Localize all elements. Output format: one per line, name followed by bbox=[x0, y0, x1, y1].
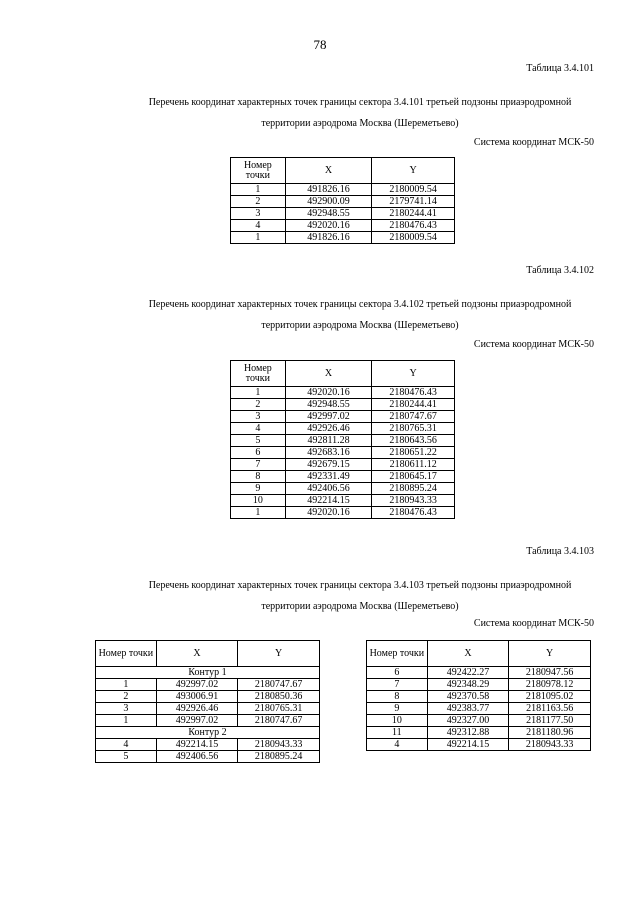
table-label: Таблица 3.4.101 bbox=[526, 63, 594, 74]
y-coordinate-cell: 2179741.14 bbox=[372, 196, 455, 208]
x-coordinate-cell: 492683.16 bbox=[285, 447, 372, 459]
point-number-cell: 10 bbox=[231, 495, 286, 507]
contour-label: Контур 1 bbox=[96, 667, 320, 679]
coordinate-system: Система координат МСК-50 bbox=[473, 618, 594, 629]
x-coordinate-cell: 492020.16 bbox=[285, 387, 372, 399]
x-coordinate-cell: 492406.56 bbox=[285, 483, 372, 495]
y-coordinate-cell: 2180645.17 bbox=[372, 471, 455, 483]
table-row bbox=[367, 703, 591, 715]
point-number-cell: 11 bbox=[367, 727, 428, 739]
coordinates-table bbox=[230, 360, 455, 519]
x-coordinate-cell: 491826.16 bbox=[285, 232, 372, 244]
table-row bbox=[231, 483, 455, 495]
point-number-cell: 1 bbox=[231, 507, 286, 519]
y-coordinate-cell: 2180978.12 bbox=[509, 679, 591, 691]
x-coordinate-cell: 492422.27 bbox=[427, 667, 509, 679]
coordinate-system: Система координат МСК-50 bbox=[473, 137, 594, 148]
table-row bbox=[231, 387, 455, 399]
y-coordinate-cell: 2180943.33 bbox=[372, 495, 455, 507]
table-row bbox=[367, 715, 591, 727]
y-coordinate-cell: 2181177.50 bbox=[509, 715, 591, 727]
table-label: Таблица 3.4.102 bbox=[526, 265, 594, 276]
y-coordinate-cell: 2180747.67 bbox=[238, 715, 320, 727]
x-coordinate-cell: 492926.46 bbox=[285, 423, 372, 435]
y-coordinate-cell: 2180747.67 bbox=[238, 679, 320, 691]
table-row bbox=[231, 196, 455, 208]
y-coordinate-cell: 2180244.41 bbox=[372, 399, 455, 411]
point-number-cell: 2 bbox=[96, 691, 157, 703]
y-coordinate-cell: 2180765.31 bbox=[238, 703, 320, 715]
table-row bbox=[231, 232, 455, 244]
x-coordinate-cell: 492312.88 bbox=[427, 727, 509, 739]
coordinates-table bbox=[230, 157, 455, 244]
x-coordinate-cell: 492997.02 bbox=[156, 679, 238, 691]
table-heading bbox=[100, 575, 620, 617]
x-coordinate-cell: 492997.02 bbox=[156, 715, 238, 727]
y-coordinate-cell: 2180476.43 bbox=[372, 220, 455, 232]
x-coordinate-cell: 492811.28 bbox=[285, 435, 372, 447]
header-x: X bbox=[285, 158, 372, 184]
x-coordinate-cell: 492948.55 bbox=[285, 399, 372, 411]
heading-line: территории аэродрома Москва (Шереметьево) bbox=[261, 118, 459, 129]
coordinates-table-right bbox=[366, 640, 591, 751]
y-coordinate-cell: 2180850.36 bbox=[238, 691, 320, 703]
x-coordinate-cell: 492370.58 bbox=[427, 691, 509, 703]
x-coordinate-cell: 492020.16 bbox=[285, 220, 372, 232]
header-y: Y bbox=[372, 158, 455, 184]
y-coordinate-cell: 2180765.31 bbox=[372, 423, 455, 435]
table-row bbox=[231, 435, 455, 447]
x-coordinate-cell: 492900.09 bbox=[285, 196, 372, 208]
point-number-cell: 1 bbox=[96, 679, 157, 691]
y-coordinate-cell: 2180476.43 bbox=[372, 387, 455, 399]
coordinate-system: Система координат МСК-50 bbox=[473, 339, 594, 350]
y-coordinate-cell: 2181163.56 bbox=[509, 703, 591, 715]
y-coordinate-cell: 2180895.24 bbox=[238, 751, 320, 763]
header-point: Номер точки bbox=[367, 641, 428, 667]
point-number-cell: 4 bbox=[231, 423, 286, 435]
point-number-cell: 1 bbox=[231, 387, 286, 399]
point-number-cell: 7 bbox=[231, 459, 286, 471]
x-coordinate-cell: 492348.29 bbox=[427, 679, 509, 691]
x-coordinate-cell: 492327.00 bbox=[427, 715, 509, 727]
point-number-cell: 4 bbox=[367, 739, 428, 751]
point-number-cell: 2 bbox=[231, 399, 286, 411]
point-number-cell: 8 bbox=[231, 471, 286, 483]
header-x: X bbox=[285, 361, 372, 387]
y-coordinate-cell: 2181095.02 bbox=[509, 691, 591, 703]
y-coordinate-cell: 2180476.43 bbox=[372, 507, 455, 519]
header-point: Номер точки bbox=[231, 158, 286, 184]
x-coordinate-cell: 492997.02 bbox=[285, 411, 372, 423]
y-coordinate-cell: 2180747.67 bbox=[372, 411, 455, 423]
point-number-cell: 5 bbox=[96, 751, 157, 763]
coordinates-table-left bbox=[95, 640, 320, 763]
table-heading bbox=[100, 294, 620, 336]
table-row bbox=[231, 411, 455, 423]
header-x: X bbox=[427, 641, 509, 667]
point-number-cell: 2 bbox=[231, 196, 286, 208]
table-row bbox=[231, 423, 455, 435]
y-coordinate-cell: 2180009.54 bbox=[372, 232, 455, 244]
table-row bbox=[96, 679, 320, 691]
table-row bbox=[96, 691, 320, 703]
point-number-cell: 3 bbox=[96, 703, 157, 715]
table-row bbox=[231, 471, 455, 483]
table-row bbox=[231, 459, 455, 471]
table-row bbox=[367, 679, 591, 691]
point-number-cell: 7 bbox=[367, 679, 428, 691]
y-coordinate-cell: 2180651.22 bbox=[372, 447, 455, 459]
table-row bbox=[96, 703, 320, 715]
point-number-cell: 6 bbox=[231, 447, 286, 459]
point-number-cell: 3 bbox=[231, 208, 286, 220]
point-number-cell: 1 bbox=[96, 715, 157, 727]
point-number-cell: 8 bbox=[367, 691, 428, 703]
y-coordinate-cell: 2181180.96 bbox=[509, 727, 591, 739]
contour-row bbox=[96, 727, 320, 739]
header-y: Y bbox=[372, 361, 455, 387]
table-row bbox=[231, 208, 455, 220]
point-number-cell: 3 bbox=[231, 411, 286, 423]
x-coordinate-cell: 492214.15 bbox=[156, 739, 238, 751]
point-number-cell: 1 bbox=[231, 232, 286, 244]
heading-line: Перечень координат характерных точек границы сектора 3.4.102 третьей подзоны приаэродромной bbox=[148, 299, 572, 310]
header-y: Y bbox=[238, 641, 320, 667]
x-coordinate-cell: 492214.15 bbox=[427, 739, 509, 751]
header-point: Номер точки bbox=[96, 641, 157, 667]
point-number-cell: 10 bbox=[367, 715, 428, 727]
heading-line: территории аэродрома Москва (Шереметьево) bbox=[261, 320, 459, 331]
x-coordinate-cell: 492383.77 bbox=[427, 703, 509, 715]
y-coordinate-cell: 2180947.56 bbox=[509, 667, 591, 679]
y-coordinate-cell: 2180611.12 bbox=[372, 459, 455, 471]
point-number-cell: 4 bbox=[96, 739, 157, 751]
x-coordinate-cell: 492020.16 bbox=[285, 507, 372, 519]
point-number-cell: 5 bbox=[231, 435, 286, 447]
x-coordinate-cell: 492331.49 bbox=[285, 471, 372, 483]
y-coordinate-cell: 2180943.33 bbox=[238, 739, 320, 751]
contour-row bbox=[96, 667, 320, 679]
x-coordinate-cell: 492948.55 bbox=[285, 208, 372, 220]
table-row bbox=[367, 667, 591, 679]
table-row bbox=[96, 751, 320, 763]
table-row bbox=[231, 399, 455, 411]
table-row bbox=[367, 739, 591, 751]
y-coordinate-cell: 2180244.41 bbox=[372, 208, 455, 220]
x-coordinate-cell: 492926.46 bbox=[156, 703, 238, 715]
table-row bbox=[231, 447, 455, 459]
table-row bbox=[231, 184, 455, 196]
point-number-cell: 6 bbox=[367, 667, 428, 679]
contour-label: Контур 2 bbox=[96, 727, 320, 739]
point-number-cell: 1 bbox=[231, 184, 286, 196]
table-row bbox=[231, 495, 455, 507]
table-label: Таблица 3.4.103 bbox=[526, 546, 594, 557]
table-row bbox=[367, 691, 591, 703]
header-x: X bbox=[156, 641, 238, 667]
y-coordinate-cell: 2180009.54 bbox=[372, 184, 455, 196]
header-point: Номер точки bbox=[231, 361, 286, 387]
point-number-cell: 4 bbox=[231, 220, 286, 232]
y-coordinate-cell: 2180643.56 bbox=[372, 435, 455, 447]
y-coordinate-cell: 2180943.33 bbox=[509, 739, 591, 751]
header-y: Y bbox=[509, 641, 591, 667]
table-row bbox=[96, 739, 320, 751]
heading-line: Перечень координат характерных точек границы сектора 3.4.101 третьей подзоны приаэродромной bbox=[148, 97, 572, 108]
table-heading bbox=[100, 92, 620, 134]
table-row bbox=[367, 727, 591, 739]
table-row bbox=[96, 715, 320, 727]
point-number-cell: 9 bbox=[231, 483, 286, 495]
heading-line: Перечень координат характерных точек границы сектора 3.4.103 третьей подзоны приаэродромной bbox=[148, 580, 572, 591]
x-coordinate-cell: 491826.16 bbox=[285, 184, 372, 196]
x-coordinate-cell: 492406.56 bbox=[156, 751, 238, 763]
x-coordinate-cell: 492679.15 bbox=[285, 459, 372, 471]
y-coordinate-cell: 2180895.24 bbox=[372, 483, 455, 495]
x-coordinate-cell: 493006.91 bbox=[156, 691, 238, 703]
table-row bbox=[231, 507, 455, 519]
point-number-cell: 9 bbox=[367, 703, 428, 715]
x-coordinate-cell: 492214.15 bbox=[285, 495, 372, 507]
table-row bbox=[231, 220, 455, 232]
heading-line: территории аэродрома Москва (Шереметьево) bbox=[261, 601, 459, 612]
page-number: 78 bbox=[313, 37, 327, 52]
